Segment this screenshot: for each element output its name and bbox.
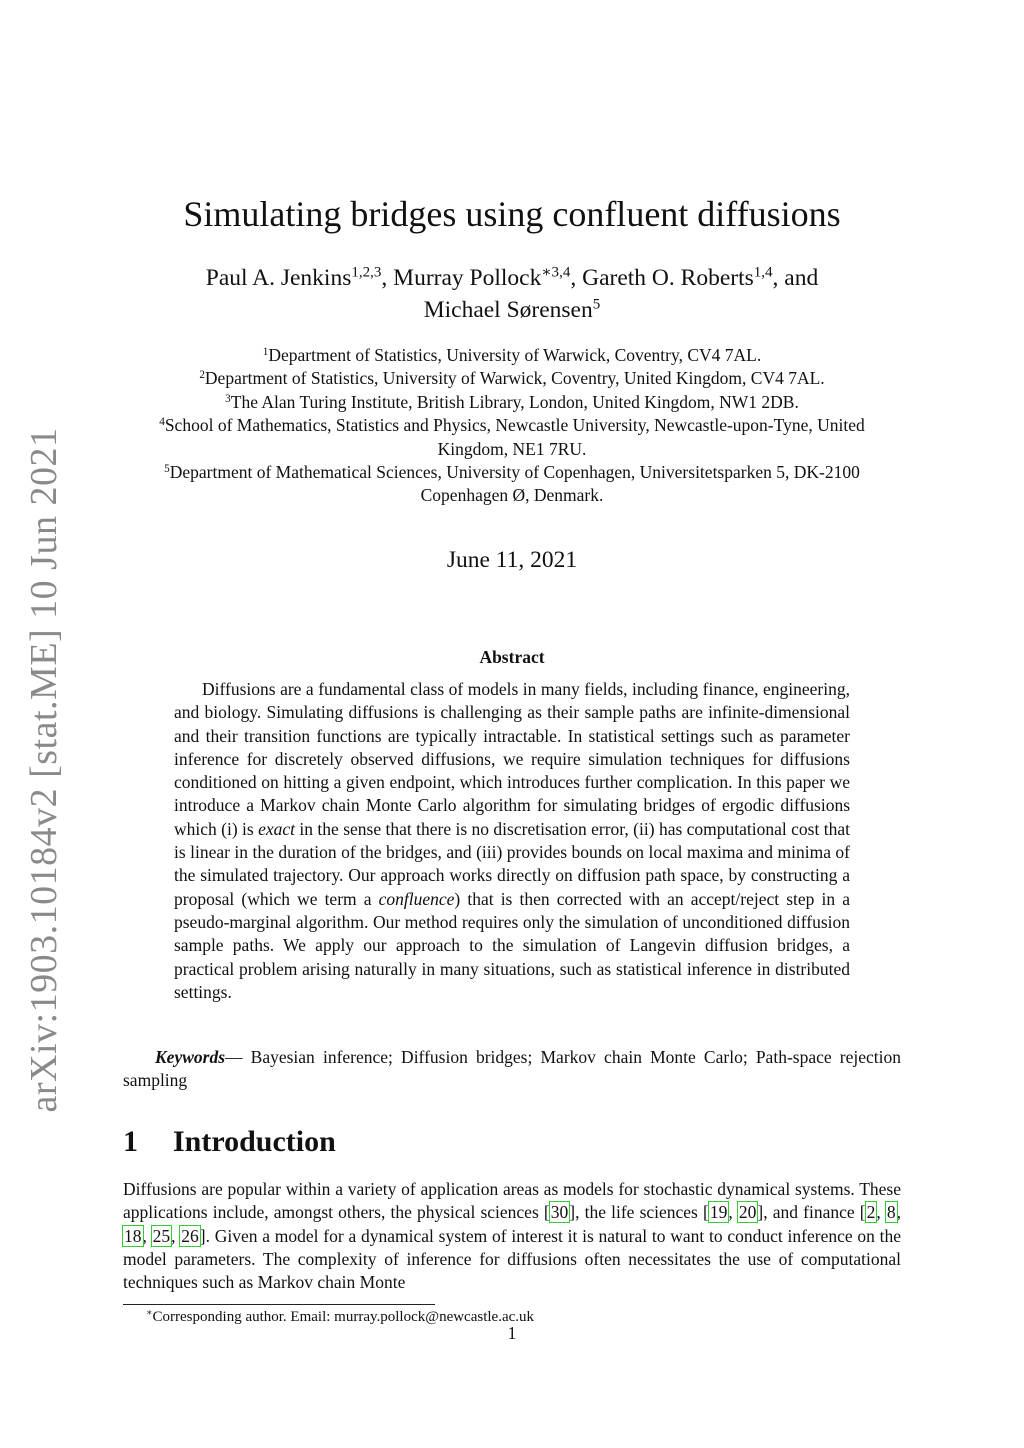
abstract-emphasis: exact <box>258 818 296 839</box>
section-number: 1 <box>123 1125 138 1158</box>
affiliation-marker: 4 <box>159 416 165 429</box>
section-heading <box>123 1125 336 1159</box>
abstract-body <box>174 678 850 1004</box>
affiliation-marker: 1 <box>262 345 269 358</box>
affiliation-marker: 5 <box>164 462 170 475</box>
author-affil-marker: 1,4 <box>753 264 773 281</box>
citation-link[interactable]: 8 <box>886 1202 896 1223</box>
abstract-text: ) that is then corrected with an accept/reject step in a pseudo-marginal algorithm. Our method requires only the simulation of unconditioned diffusion sample paths. We apply our approach to the simulation of Langevin diffusion bridges, a practical problem arising naturally in many situations, such as statistical inference in distributed settings. <box>174 888 850 1002</box>
citation-link[interactable]: 26 <box>181 1225 199 1246</box>
author-roberts: Gareth O. Roberts <box>582 265 754 291</box>
author-affil-marker: 5 <box>592 296 601 313</box>
intro-text: , and finance <box>763 1202 860 1223</box>
keywords-dash: — <box>225 1047 251 1067</box>
intro-text: , the life sciences <box>575 1202 704 1223</box>
keywords-paragraph <box>123 1046 901 1093</box>
affiliation-list <box>120 344 904 508</box>
author-pollock: Murray Pollock <box>393 265 542 291</box>
intro-paragraph: Diffusions are popular within a variety of application areas as models for stochastic dynamical systems. These applications include, amongst others, the physical sciences [30], the life sciences [19, 20], and finance [2, 8, 18, 25, 26]. Given a model for a dynamical system of interest it is natural to want to conduct inference on the model parameters. The complexity of inference for diffusions often necessitates the use of computational techniques such as Markov chain Monte <box>123 1179 902 1293</box>
citation-link[interactable]: 19 <box>709 1202 728 1223</box>
section-title: Introduction <box>173 1125 336 1158</box>
affiliation-text: School of Mathematics, Statistics and Physics, Newcastle University, Newcastle-upon-Tyne, United Kingdom, NE1 7RU. <box>164 415 865 459</box>
page-number: 1 <box>507 1323 517 1343</box>
affiliation-marker: 2 <box>199 369 205 382</box>
intro-text: . Given a model for a dynamical system of interest it is natural to want to conduct inference on the model parameters. The complexity of inference for diffusions often necessitates the use of computational techniques such as Markov chain Monte <box>123 1225 902 1293</box>
author-jenkins: Paul A. Jenkins <box>205 265 352 291</box>
keywords-text: Bayesian inference; Diffusion bridges; Markov chain Monte Carlo; Path-space rejection sampling <box>123 1047 901 1091</box>
affiliation-text: Department of Mathematical Sciences, University of Copenhagen, Universitetsparken 5, DK-2100 Copenhagen Ø, Denmark. <box>169 462 860 506</box>
affiliation-5 <box>120 461 904 508</box>
affiliation-marker: 3 <box>225 392 231 405</box>
abstract-text: Diffusions are a fundamental class of models in many fields, including finance, engineering, and biology. Simulating diffusions is challenging as their sample paths are infinite-dimensional and their transition functions are typically intractable. In statistical settings such as parameter inference for discretely observed diffusions, we require simulation techniques for diffusions conditioned on hitting a given endpoint, which introduces further complication. In this paper we introduce a Markov chain Monte Carlo algorithm for simulating bridges of ergodic diffusions which (i) is <box>174 679 850 839</box>
citation-link[interactable]: 2 <box>866 1202 876 1223</box>
abstract-text: in the sense that there is no discretisation error, (ii) has computational cost that is linear in the duration of the bridges, and (iii) provides bounds on local maxima and minima of the simulated trajectory. Our approach works directly on diffusion path space, by constructing a proposal (which we term a <box>174 818 850 909</box>
affiliation-1 <box>120 344 904 367</box>
author-separator: , <box>381 265 394 291</box>
affiliation-4 <box>120 414 904 461</box>
author-affil-marker: 1,2,3 <box>351 264 382 281</box>
footnote-marker: ∗ <box>146 1307 153 1319</box>
author-separator: , and <box>772 265 819 291</box>
affiliation-3 <box>120 391 904 414</box>
abstract-heading: Abstract <box>479 647 545 667</box>
citation-link[interactable]: 25 <box>152 1225 171 1246</box>
citation-link[interactable]: 30 <box>550 1202 569 1223</box>
abstract-emphasis: confluence <box>378 888 455 909</box>
author-affil-marker: ∗3,4 <box>541 264 571 281</box>
arxiv-identifier: arXiv:1903.10184v2 [stat.ME] 10 Jun 2021 <box>23 427 65 1113</box>
footnote-divider <box>123 1304 435 1305</box>
affiliation-text: The Alan Turing Institute, British Library, London, United Kingdom, NW1 2DB. <box>230 391 799 412</box>
keywords-label: Keywords <box>155 1047 225 1067</box>
footnote-text: Corresponding author. Email: murray.pollock@newcastle.ac.uk <box>152 1309 535 1325</box>
author-sorensen: Michael Sørensen <box>423 297 593 323</box>
author-list <box>150 262 874 326</box>
affiliation-2 <box>120 367 904 390</box>
affiliation-text: Department of Statistics, University of Warwick, Coventry, CV4 7AL. <box>268 345 762 365</box>
publication-date: June 11, 2021 <box>446 547 578 573</box>
paper-title: Simulating bridges using confluent diffusions <box>183 194 841 234</box>
author-separator: , <box>570 265 583 291</box>
intro-text: Diffusions are popular within a variety of application areas as models for stochastic dynamical systems. These applications include, amongst others, the physical sciences <box>123 1179 901 1223</box>
affiliation-text: Department of Statistics, University of Warwick, Coventry, United Kingdom, CV4 7AL. <box>204 368 825 389</box>
citation-link[interactable]: 20 <box>738 1202 757 1223</box>
citation-link[interactable]: 18 <box>124 1225 142 1246</box>
